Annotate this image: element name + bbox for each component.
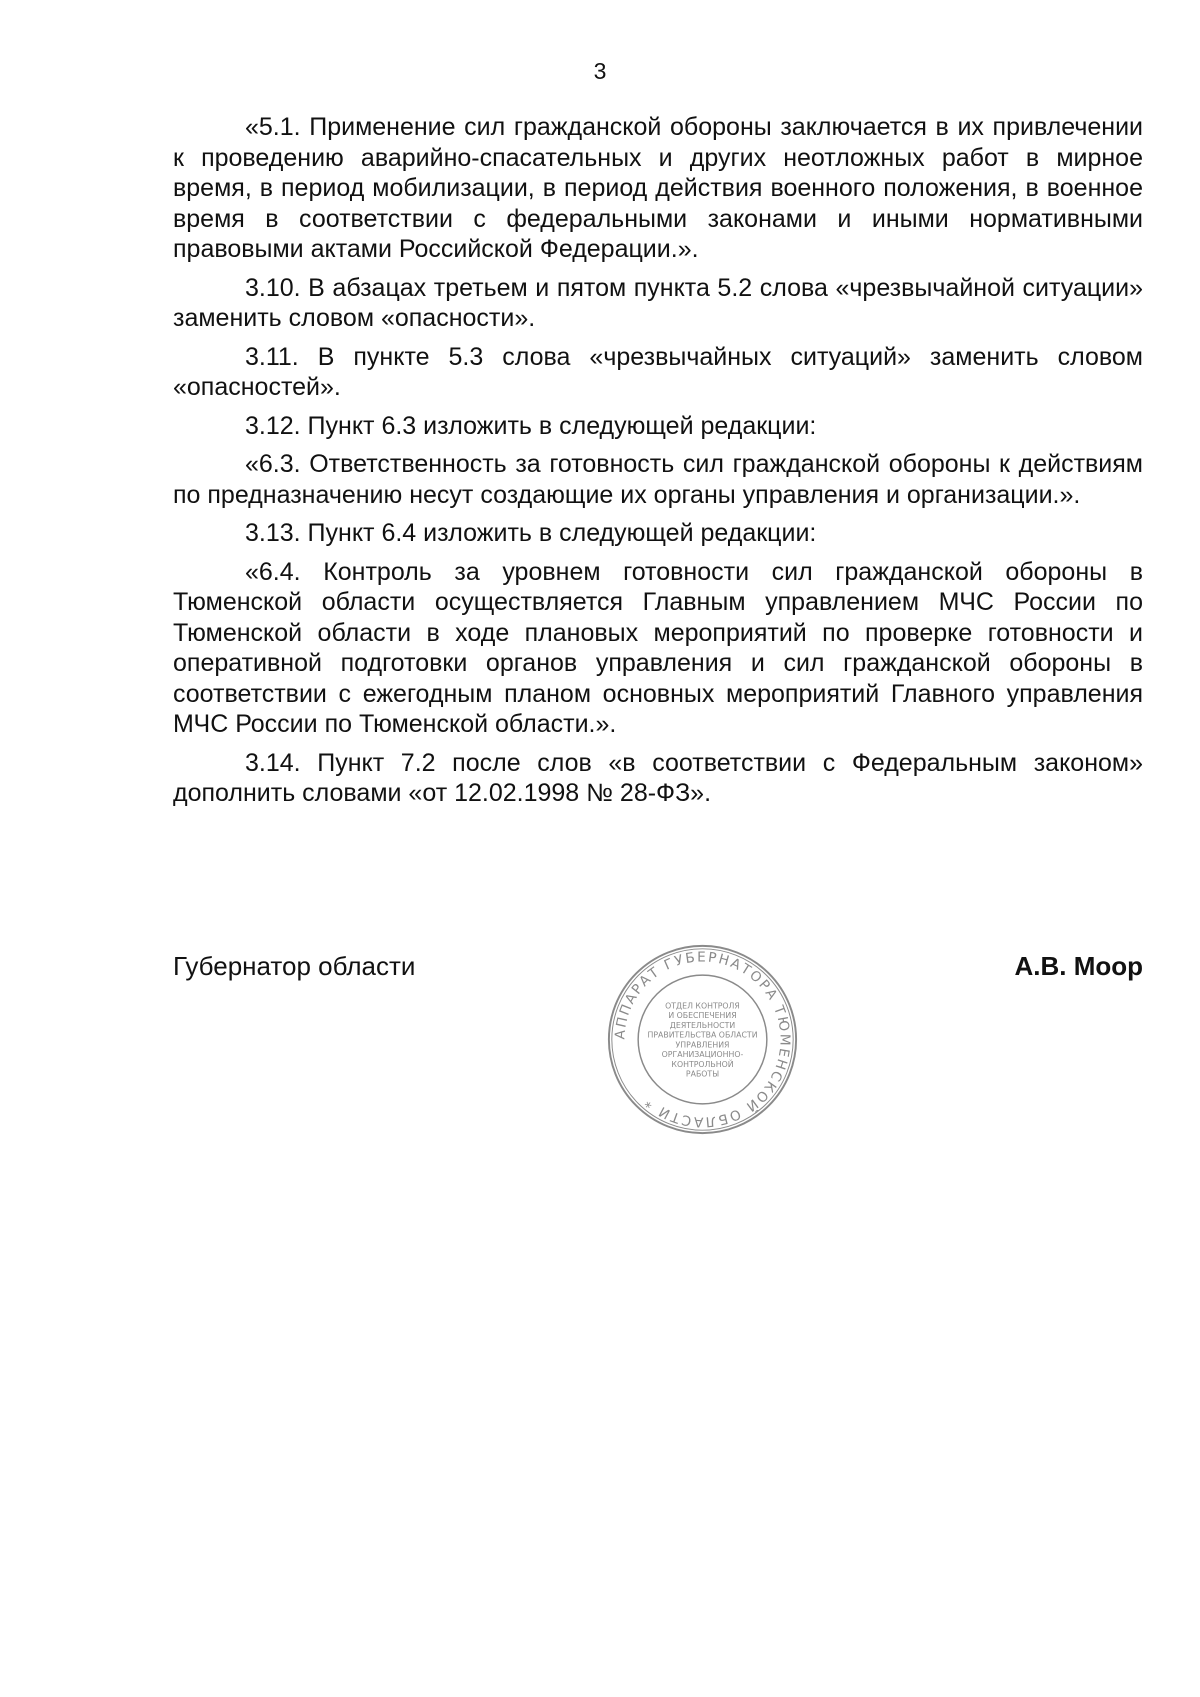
- official-seal: [605, 942, 800, 1137]
- paragraph-3-12: 3.12. Пункт 6.3 изложить в следующей редакции:: [245, 411, 817, 440]
- paragraph-6-3: «6.3. Ответственность за готовность сил гражданской обороны к действиям по предназначению несут создающие их органы управления и организации.».: [173, 450, 1143, 509]
- seal-center-line: ОРГАНИЗАЦИОННО-: [661, 1050, 744, 1060]
- document-body: [173, 112, 1143, 817]
- page-number: 3: [593, 58, 607, 84]
- seal-center-line: И ОБЕСПЕЧЕНИЯ: [668, 1011, 737, 1021]
- seal-center-line: ПРАВИТЕЛЬСТВА ОБЛАСТИ: [647, 1030, 758, 1040]
- paragraph-5-1: «5.1. Применение сил гражданской обороны заключается в их привлечении к проведению аварийно-спасательных и других неотложных работ в мирное время, в период мобилизации, в период действия военного положения, в военное время в соответствии с федеральными законами и иными нормативными правовыми актами Российской Федерации.».: [173, 113, 1143, 263]
- seal-graphic: [605, 942, 800, 1137]
- seal-center-line: УПРАВЛЕНИЯ: [675, 1040, 730, 1050]
- seal-center-line: КОНТРОЛЬНОЙ: [671, 1059, 734, 1069]
- signatory-name: А.В. Моор: [1014, 951, 1143, 981]
- paragraph-3-13: 3.13. Пункт 6.4 изложить в следующей редакции:: [245, 519, 817, 547]
- paragraph-3-11: 3.11. В пункте 5.3 слова «чрезвычайных ситуаций» заменить словом «опасностей».: [173, 342, 1143, 401]
- seal-ring-text: АППАРАТ ГУБЕРНАТОРА ТЮМЕНСКОЙ ОБЛАСТИ *: [612, 949, 793, 1130]
- seal-center-line: ДЕЯТЕЛЬНОСТИ: [669, 1020, 736, 1030]
- paragraph-3-14: 3.14. Пункт 7.2 после слов «в соответствии с Федеральным законом» дополнить словами «от 12.02.1998 № 28-ФЗ».: [173, 748, 1143, 807]
- signatory-title: Губернатор области: [173, 951, 416, 981]
- paragraph-3-10: 3.10. В абзацах третьем и пятом пункта 5.2 слова «чрезвычайной ситуации» заменить словом «опасности».: [173, 273, 1143, 332]
- seal-center-line: ОТДЕЛ КОНТРОЛЯ: [665, 1001, 740, 1011]
- paragraph-6-4: «6.4. Контроль за уровнем готовности сил гражданской обороны в Тюменской области осуществляется Главным управлением МЧС России по Тюменской области в ходе плановых мероприятий по проверке готовности и оперативной подготовки органов управления и сил гражданской обороны в соответствии с ежегодным планом основных мероприятий Главного управления МЧС России по Тюменской области.».: [173, 557, 1143, 738]
- seal-center-line: РАБОТЫ: [685, 1069, 720, 1079]
